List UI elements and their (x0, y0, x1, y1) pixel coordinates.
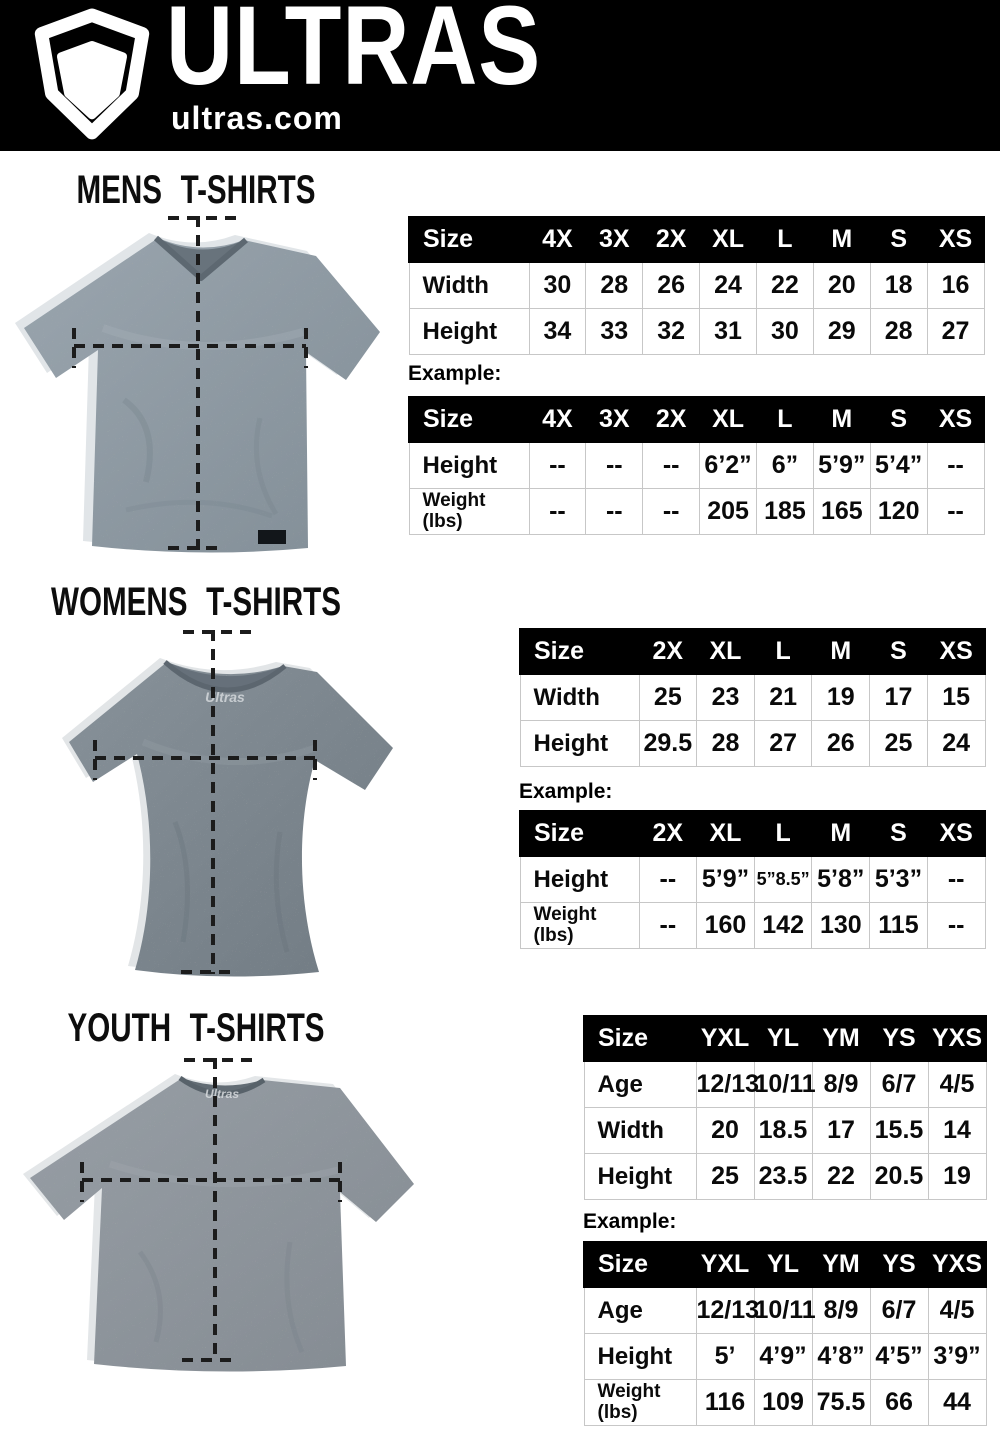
value-cell: 25 (639, 674, 697, 721)
heather-texture (30, 1078, 414, 1372)
size-header-XS: XS (927, 811, 985, 856)
size-header-2X: 2X (639, 811, 697, 856)
size-header-M: M (812, 629, 870, 674)
value-cell: 5’8” (812, 856, 870, 903)
mens-size-table (408, 216, 985, 355)
value-cell: 15.5 (870, 1108, 928, 1154)
value-cell: 142 (754, 903, 812, 949)
value-cell: 24 (700, 262, 757, 309)
size-header-S: S (870, 397, 927, 442)
size-header-XL: XL (700, 397, 757, 442)
size-header-L: L (757, 397, 814, 442)
table-row (520, 856, 985, 903)
table-row (584, 1287, 986, 1334)
value-cell: 33 (586, 309, 643, 355)
value-cell: 20 (813, 262, 870, 309)
row-label: Width (584, 1108, 696, 1154)
size-header-YL: YL (754, 1242, 812, 1287)
womens-example-label: Example: (519, 780, 613, 803)
value-cell: 25 (696, 1154, 754, 1200)
size-header-M: M (812, 811, 870, 856)
value-cell: -- (927, 856, 985, 903)
hem-brand-tag (258, 530, 286, 544)
youth-example-table (583, 1241, 987, 1426)
value-cell: -- (586, 442, 643, 489)
value-cell: 27 (754, 721, 812, 767)
value-cell: 22 (812, 1154, 870, 1200)
value-cell: -- (927, 489, 984, 535)
mens-example-table (408, 396, 985, 535)
table-row (409, 489, 984, 535)
row-label: Width (409, 262, 529, 309)
value-cell: 28 (586, 262, 643, 309)
size-column-header: Size (409, 397, 529, 442)
value-cell: 120 (870, 489, 927, 535)
womens-tshirt-image (25, 622, 437, 990)
value-cell: 116 (696, 1380, 754, 1426)
value-cell: 31 (700, 309, 757, 355)
row-label: Age (584, 1287, 696, 1334)
pentagon-badge-icon (30, 8, 154, 142)
value-cell: 29 (813, 309, 870, 355)
value-cell: 25 (870, 721, 928, 767)
value-cell: 30 (529, 262, 586, 309)
value-cell: 30 (757, 309, 814, 355)
value-cell: 6’2” (700, 442, 757, 489)
value-cell: 5’3” (870, 856, 928, 903)
size-column-header: Size (584, 1016, 696, 1061)
table-row (520, 721, 985, 767)
size-header-XL: XL (697, 629, 755, 674)
mens-section-title: MENS T-SHIRTS (76, 168, 316, 212)
size-header-YL: YL (754, 1016, 812, 1061)
value-cell: 23.5 (754, 1154, 812, 1200)
youth-section-title: YOUTH T-SHIRTS (67, 1006, 325, 1050)
value-cell: 185 (757, 489, 814, 535)
header-bar (0, 0, 1000, 151)
value-cell: 130 (812, 903, 870, 949)
value-cell: 10/11 (754, 1061, 812, 1108)
womens-example-table (519, 810, 986, 949)
size-header-YM: YM (812, 1016, 870, 1061)
value-cell: 8/9 (812, 1287, 870, 1334)
value-cell: 75.5 (812, 1380, 870, 1426)
size-header-M: M (813, 217, 870, 262)
mens-tshirt-image (8, 210, 400, 570)
value-cell: 6/7 (870, 1287, 928, 1334)
value-cell: -- (529, 489, 586, 535)
value-cell: 4’9” (754, 1334, 812, 1380)
value-cell: 23 (697, 674, 755, 721)
table-row (584, 1108, 986, 1154)
value-cell: 19 (812, 674, 870, 721)
row-label: Height (584, 1334, 696, 1380)
value-cell: 18 (870, 262, 927, 309)
table-row (409, 262, 984, 309)
value-cell: -- (529, 442, 586, 489)
size-header-4X: 4X (529, 217, 586, 262)
value-cell: 20 (696, 1108, 754, 1154)
brand-name: ULTRAS (166, 0, 542, 108)
value-cell: 8/9 (812, 1061, 870, 1108)
size-column-header: Size (520, 811, 639, 856)
value-cell: 14 (928, 1108, 986, 1154)
size-header-L: L (754, 629, 812, 674)
youth-size-table (583, 1015, 987, 1200)
value-cell: 15 (927, 674, 985, 721)
value-cell: 26 (643, 262, 700, 309)
value-cell: 160 (697, 903, 755, 949)
value-cell: 16 (927, 262, 984, 309)
value-cell: -- (639, 856, 697, 903)
table-row (409, 442, 984, 489)
value-cell: 22 (757, 262, 814, 309)
table-row (520, 903, 985, 949)
row-label: Age (584, 1061, 696, 1108)
value-cell: 27 (927, 309, 984, 355)
value-cell: 32 (643, 309, 700, 355)
row-label: Width (520, 674, 639, 721)
size-column-header: Size (409, 217, 529, 262)
value-cell: 44 (928, 1380, 986, 1426)
value-cell: 5”8.5” (754, 856, 812, 903)
value-cell: 28 (870, 309, 927, 355)
row-label: Weight (lbs) (584, 1380, 696, 1426)
size-header-M: M (813, 397, 870, 442)
table-row (409, 309, 984, 355)
size-header-YXS: YXS (928, 1242, 986, 1287)
value-cell: 12/13 (696, 1061, 754, 1108)
value-cell: -- (586, 489, 643, 535)
value-cell: 28 (697, 721, 755, 767)
value-cell: 4’5” (870, 1334, 928, 1380)
value-cell: 20.5 (870, 1154, 928, 1200)
size-header-2X: 2X (643, 217, 700, 262)
value-cell: 24 (927, 721, 985, 767)
size-column-header: Size (584, 1242, 696, 1287)
value-cell: 4/5 (928, 1061, 986, 1108)
size-header-XL: XL (700, 217, 757, 262)
value-cell: 6/7 (870, 1061, 928, 1108)
value-cell: 10/11 (754, 1287, 812, 1334)
size-header-2X: 2X (639, 629, 697, 674)
value-cell: 26 (812, 721, 870, 767)
value-cell: 6” (757, 442, 814, 489)
womens-section-title: WOMENS T-SHIRTS (51, 580, 341, 624)
size-header-2X: 2X (643, 397, 700, 442)
value-cell: 34 (529, 309, 586, 355)
table-row (520, 674, 985, 721)
row-label: Height (409, 309, 529, 355)
value-cell: 12/13 (696, 1287, 754, 1334)
collar-brand-label: Ultras (204, 1087, 240, 1101)
table-row (584, 1061, 986, 1108)
size-header-S: S (870, 629, 928, 674)
value-cell: 4/5 (928, 1287, 986, 1334)
value-cell: 165 (813, 489, 870, 535)
value-cell: 17 (812, 1108, 870, 1154)
site-url: ultras.com (171, 100, 343, 136)
size-header-L: L (757, 217, 814, 262)
row-label: Height (520, 721, 639, 767)
heather-texture (69, 662, 393, 977)
value-cell: 21 (754, 674, 812, 721)
size-header-S: S (870, 217, 927, 262)
value-cell: 205 (700, 489, 757, 535)
size-header-3X: 3X (586, 397, 643, 442)
size-header-YS: YS (870, 1242, 928, 1287)
size-column-header: Size (520, 629, 639, 674)
table-row (584, 1380, 986, 1426)
value-cell: 29.5 (639, 721, 697, 767)
size-header-YM: YM (812, 1242, 870, 1287)
size-header-S: S (870, 811, 928, 856)
value-cell: 17 (870, 674, 928, 721)
row-label: Weight (lbs) (520, 903, 639, 949)
table-row (584, 1154, 986, 1200)
value-cell: 66 (870, 1380, 928, 1426)
value-cell: -- (639, 903, 697, 949)
womens-size-table (519, 628, 986, 767)
size-header-XS: XS (927, 629, 985, 674)
collar-brand-label: Ultras (205, 689, 245, 705)
row-label: Height (409, 442, 529, 489)
size-header-XS: XS (927, 217, 984, 262)
youth-tshirt-image (10, 1052, 442, 1397)
value-cell: -- (643, 442, 700, 489)
size-header-XS: XS (927, 397, 984, 442)
row-label: Height (520, 856, 639, 903)
value-cell: 4’8” (812, 1334, 870, 1380)
value-cell: 109 (754, 1380, 812, 1426)
size-header-YS: YS (870, 1016, 928, 1061)
size-header-L: L (754, 811, 812, 856)
value-cell: 5’ (696, 1334, 754, 1380)
size-header-4X: 4X (529, 397, 586, 442)
size-header-YXL: YXL (696, 1016, 754, 1061)
value-cell: -- (927, 903, 985, 949)
youth-example-label: Example: (583, 1210, 677, 1233)
value-cell: 115 (870, 903, 928, 949)
size-header-YXS: YXS (928, 1016, 986, 1061)
value-cell: 3’9” (928, 1334, 986, 1380)
mens-example-label: Example: (408, 362, 502, 385)
value-cell: -- (927, 442, 984, 489)
size-header-YXL: YXL (696, 1242, 754, 1287)
size-header-3X: 3X (586, 217, 643, 262)
row-label: Weight (lbs) (409, 489, 529, 535)
value-cell: 5’9” (697, 856, 755, 903)
value-cell: 19 (928, 1154, 986, 1200)
row-label: Height (584, 1154, 696, 1200)
size-header-XL: XL (697, 811, 755, 856)
value-cell: 5’4” (870, 442, 927, 489)
value-cell: -- (643, 489, 700, 535)
value-cell: 18.5 (754, 1108, 812, 1154)
table-row (584, 1334, 986, 1380)
value-cell: 5’9” (813, 442, 870, 489)
